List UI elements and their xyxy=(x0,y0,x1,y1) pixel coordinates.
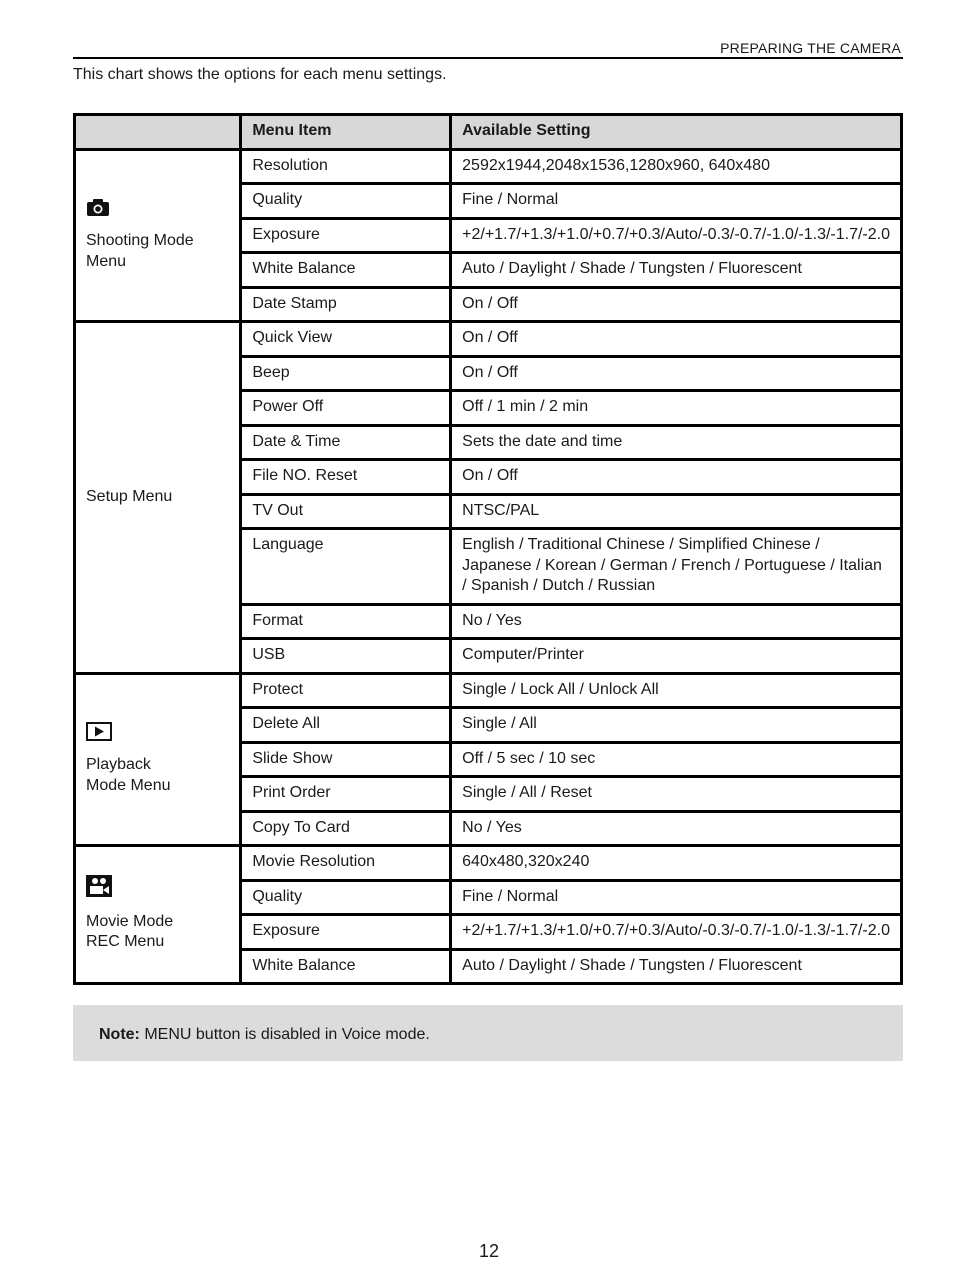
setting-cell: Auto / Daylight / Shade / Tungsten / Fluorescent xyxy=(451,949,902,984)
menu-item-cell: Date & Time xyxy=(241,425,451,460)
page-number: 12 xyxy=(478,1241,500,1261)
setting-cell: 640x480,320x240 xyxy=(451,846,902,881)
camera-icon xyxy=(86,198,229,224)
setting-cell: +2/+1.7/+1.3/+1.0/+0.7/+0.3/Auto/-0.3/-0.7/-1.0/-1.3/-1.7/-2.0 xyxy=(451,218,902,253)
setting-cell: Fine / Normal xyxy=(451,184,902,219)
menu-item-cell: Print Order xyxy=(241,777,451,812)
movie-camera-icon xyxy=(86,875,229,904)
setting-cell: No / Yes xyxy=(451,811,902,846)
group-label-playback xyxy=(75,673,241,846)
setting-cell: No / Yes xyxy=(451,604,902,639)
setting-cell: Fine / Normal xyxy=(451,880,902,915)
menu-item-cell: TV Out xyxy=(241,494,451,529)
setting-cell: On / Off xyxy=(451,460,902,495)
menu-item-cell: Movie Resolution xyxy=(241,846,451,881)
menu-item-cell: File NO. Reset xyxy=(241,460,451,495)
setting-cell: Single / All xyxy=(451,708,902,743)
group-label-line1: Shooting Mode xyxy=(86,232,194,249)
note-box xyxy=(73,1005,903,1061)
table-row xyxy=(75,149,902,184)
setting-cell: Off / 1 min / 2 min xyxy=(451,391,902,426)
setting-cell: Off / 5 sec / 10 sec xyxy=(451,742,902,777)
table-body xyxy=(75,149,902,984)
group-label-line2: Mode Menu xyxy=(86,776,171,794)
setting-cell: Computer/Printer xyxy=(451,639,902,674)
menu-item-cell: White Balance xyxy=(241,949,451,984)
note-text xyxy=(99,1026,430,1044)
menu-item-cell: Exposure xyxy=(241,218,451,253)
setting-cell: Sets the date and time xyxy=(451,425,902,460)
note-label: Note: xyxy=(99,1026,140,1043)
group-label-line1: Playback xyxy=(86,756,151,773)
setting-cell: +2/+1.7/+1.3/+1.0/+0.7/+0.3/Auto/-0.3/-0.7/-1.0/-1.3/-1.7/-2.0 xyxy=(451,915,902,950)
menu-settings-table xyxy=(73,113,903,985)
setting-cell: Single / Lock All / Unlock All xyxy=(451,673,902,708)
group-label-setup xyxy=(75,322,241,674)
setting-cell: On / Off xyxy=(451,322,902,357)
setting-cell: On / Off xyxy=(451,356,902,391)
table-row xyxy=(75,322,902,357)
header-available-setting: Available Setting xyxy=(451,115,902,150)
setting-cell: English / Traditional Chinese / Simplified Chinese / Japanese / Korean / German / French / Portuguese / Italian / Spanish / Dutch / Russian xyxy=(451,529,902,605)
setting-cell: Single / All / Reset xyxy=(451,777,902,812)
intro-text: This chart shows the options for each menu settings. xyxy=(73,66,447,83)
menu-item-cell: Protect xyxy=(241,673,451,708)
menu-item-cell: Format xyxy=(241,604,451,639)
setting-cell: 2592x1944,2048x1536,1280x960, 640x480 xyxy=(451,149,902,184)
group-label-line1: Movie Mode xyxy=(86,912,174,930)
menu-item-cell: Resolution xyxy=(241,149,451,184)
table-row xyxy=(75,846,902,881)
group-label-line2: REC Menu xyxy=(86,933,165,951)
menu-item-cell: Quality xyxy=(241,880,451,915)
menu-item-cell: Quality xyxy=(241,184,451,219)
menu-item-cell: Language xyxy=(241,529,451,605)
setting-cell: On / Off xyxy=(451,287,902,322)
group-label-line1: Setup Menu xyxy=(86,487,173,505)
playback-icon xyxy=(86,722,229,748)
note-body: MENU button is disabled in Voice mode. xyxy=(139,1026,430,1043)
group-label-line2: Menu xyxy=(86,252,127,270)
table-header-row xyxy=(75,115,902,150)
header-blank-cell xyxy=(75,115,241,150)
setting-cell: Auto / Daylight / Shade / Tungsten / Fluorescent xyxy=(451,253,902,288)
setting-cell: NTSC/PAL xyxy=(451,494,902,529)
header-rule xyxy=(73,57,903,59)
menu-item-cell: Quick View xyxy=(241,322,451,357)
header-menu-item: Menu Item xyxy=(241,115,451,150)
menu-item-cell: Beep xyxy=(241,356,451,391)
table-row xyxy=(75,673,902,708)
menu-item-cell: White Balance xyxy=(241,253,451,288)
menu-item-cell: Slide Show xyxy=(241,742,451,777)
menu-item-cell: Power Off xyxy=(241,391,451,426)
group-label-movie xyxy=(75,846,241,984)
menu-item-cell: Copy To Card xyxy=(241,811,451,846)
menu-item-cell: Date Stamp xyxy=(241,287,451,322)
group-label-shooting xyxy=(75,149,241,322)
menu-item-cell: USB xyxy=(241,639,451,674)
menu-item-cell: Delete All xyxy=(241,708,451,743)
menu-item-cell: Exposure xyxy=(241,915,451,950)
section-title: PREPARING THE CAMERA xyxy=(720,40,901,56)
